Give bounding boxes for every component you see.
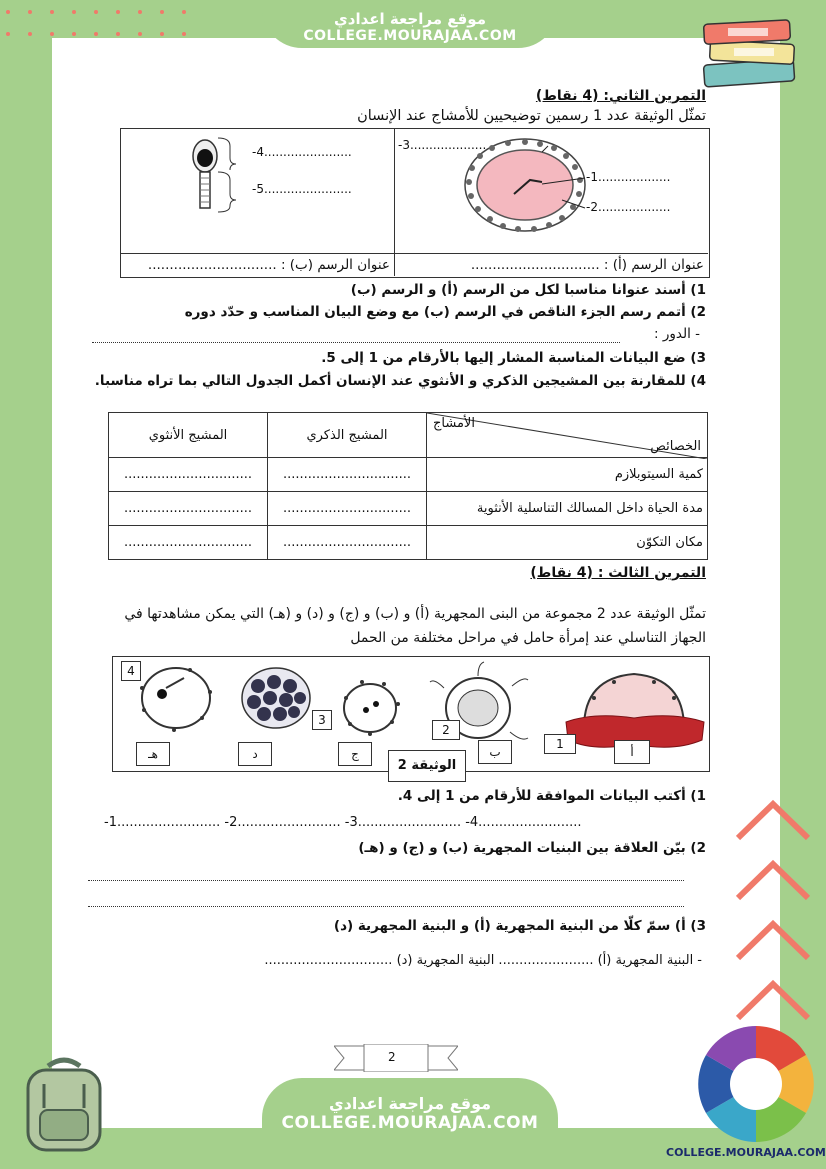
page-number: 2 [388,1050,396,1064]
document2-label: الوثيقة 2 [388,750,466,782]
role-answer-line[interactable] [92,342,620,343]
ex2-question-2: 2) أتمم رسم الجزء الناقص في الرسم (ب) مع وضع البيان المناسب و حدّد دوره [184,304,706,320]
corner-gametes: الأمشاج [433,416,475,431]
row-label-lifespan: مدة الحياة داخل المسالك التناسلية الأنثوية [427,492,708,526]
exercise3-intro-1: تمثّل الوثيقة عدد 2 مجموعة من البنى المجهرية (أ) و (ب) و (ج) و (د) و (هـ) التي يمكن مشاهدتها في [124,606,706,622]
cell-male-1[interactable]: ............................... [268,458,427,492]
footer-banner[interactable] [262,1078,558,1148]
ex3-question-3: 3) أ) سمّ كلّا من البنية المجهرية (أ) و البنية المجهرية (د) [333,918,706,934]
header-female: المشيج الأنثوي [109,413,268,458]
cell-male-2[interactable]: ............................... [268,492,427,526]
footer-site-name-ar: موقع مراجعة اعدادي [328,1094,492,1113]
struct-label-e: هـ [136,742,170,766]
exercise2-intro: تمثّل الوثيقة عدد 1 رسمين توضيحيين للأمشاج عند الإنسان [357,108,706,124]
ex2-question-1: 1) أسند عنوانا مناسبا لكل من الرسم (أ) و الرسم (ب) [350,282,706,298]
struct-label-d: د [238,742,272,766]
footer-site-url[interactable]: COLLEGE.MOURAJAA.COM [281,1113,539,1133]
header-corner [427,413,708,458]
caption-b: عنوان الرسم (ب) : .............................. [147,257,390,273]
exercise3-title: التمرين الثالث : (4 نقاط) [530,565,706,581]
site-name-ar: موقع مراجعة اعدادي [334,10,486,28]
label-4: -4....................... [252,145,352,159]
num-label-4: 4 [121,661,141,681]
backpack-icon [14,1054,114,1156]
label-2: -2................... [586,200,671,214]
chevron-decoration-icon [730,790,816,1060]
label-1: -1................... [586,170,671,184]
row-label-origin: مكان التكوّن [427,526,708,560]
cell-male-3[interactable]: ............................... [268,526,427,560]
page-number-ribbon [334,1044,458,1072]
logo-url-text[interactable]: COLLEGE.MOURAJAA.COM [666,1146,826,1159]
answer-line-1[interactable] [88,880,684,881]
site-url[interactable]: COLLEGE.MOURAJAA.COM [303,28,517,44]
books-icon [698,12,802,92]
cell-female-2[interactable]: ............................... [109,492,268,526]
document1-caption-divider [120,253,708,254]
label-arrows-a [540,140,660,220]
row-label-cytoplasm: كمية السيتوبلازم [427,458,708,492]
num-label-1: 1 [544,734,576,754]
corner-features: الخصائص [650,439,701,454]
ex2-question-3: 3) ضع البيانات المناسبة المشار إليها بالأرقام من 1 إلى 5. [321,350,706,366]
ex2-role-label: - الدور : [654,326,700,342]
num-label-2: 2 [432,720,460,740]
label-3: -3.................... [398,138,487,152]
ex3-question-1: 1) أكتب البيانات الموافقة للأرقام من 1 إلى 4. [397,788,706,804]
ex2-question-4: 4) للمقارنة بين المشيجين الذكري و الأنثوي عند الإنسان أكمل الجدول التالي بما تراه مناسبا. [94,373,706,389]
struct-label-a: أ [614,740,650,764]
site-logo-icon[interactable] [694,1022,818,1146]
cell-female-3[interactable]: ............................... [109,526,268,560]
exercise3-intro-2: الجهاز التناسلي عند إمرأة حامل في مراحل مختلفة من الحمل [350,630,706,646]
caption-a: عنوان الرسم (أ) : .............................. [470,257,704,273]
answer-line-2[interactable] [88,906,684,907]
struct-label-c: ج [338,742,372,766]
ex3-question-2: 2) بيّن العلاقة بين البنيات المجهرية (ب) و (ج) و (هـ) [358,840,706,856]
num-label-3: 3 [312,710,332,730]
cell-female-1[interactable]: ............................... [109,458,268,492]
label-5: -5....................... [252,182,352,196]
ex3-answers-1-4[interactable]: -1......................... -2......................... -3......................... -4......................... [104,815,582,830]
header-male: المشيج الذكري [268,413,427,458]
exercise2-title: التمرين الثاني: (4 نقاط) [535,88,706,104]
ex3-names[interactable]: - البنية المجهرية (أ) ....................... البنية المجهرية (د) ............................... [264,953,702,968]
struct-label-b: ب [478,740,512,764]
header-banner[interactable] [262,0,558,48]
sperm-drawing [188,134,248,214]
comparison-table [108,412,708,560]
